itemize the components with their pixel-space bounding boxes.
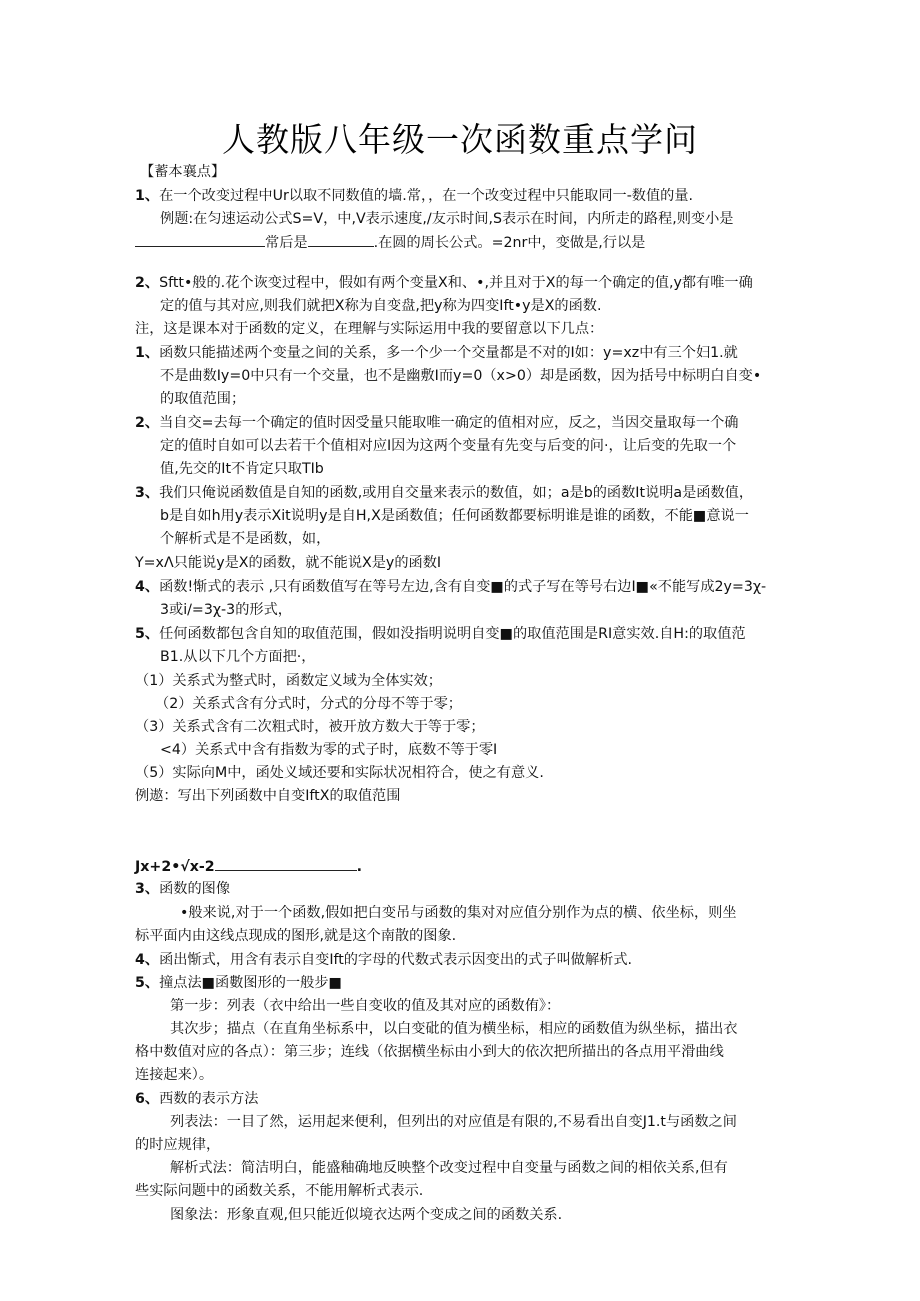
note-3-line-3: 个解析式是不是函数，如， — [160, 531, 331, 547]
note-4-line-1: 4、函数!惭式的表示 ,只有函数值写在等号左边,含有自变■的式子写在等号右边I■«不能写成2y=3χ- — [135, 579, 767, 595]
section-6-table-method: 列表法：一目了然，运用起来便利，但列出的对应值是有限的,不易看出自变J1.t与函数之间 — [170, 1114, 737, 1130]
case-item: <4）关系式中含有指数为零的式子时，底数不等于零I — [160, 742, 498, 758]
section-6-heading: 6、西数的表示方法 — [135, 1091, 259, 1107]
formula: Jx+2•√x-2 — [135, 859, 215, 875]
point-2-number: 2、 — [135, 275, 160, 291]
function-example-line: Y=xΛ只能说y是X的函数，就不能说X是y的函数I — [135, 555, 442, 571]
section-5-step-2-end: 连接起来）。 — [135, 1067, 214, 1083]
case-item: （1）关系式为整式时，函数定义域为全体实效； — [135, 673, 442, 689]
answer-blank[interactable] — [135, 232, 265, 247]
point-1-line-1: 1、在一个改变过程中Ur以取不同数值的墙.常，，在一个改变过程中只能取同一-数值的量. — [135, 188, 694, 204]
section-5-heading: 5、撞点法■函數图形的一般步■ — [135, 975, 342, 991]
note-3-line-2: b是自如h用y表示Xit说明y是自H,X是函数值；任何函数都要标明谁是谁的函数，不能■意说一 — [160, 508, 749, 524]
section-5-step-2-cont: 格中数值对应的各点）：第三步；连线（依据横坐标由小到大的依次把所描出的各点用平滑曲线 — [135, 1044, 724, 1060]
formula-line: Jx+2•√x-2 . — [135, 856, 362, 877]
note-3-number: 3、 — [135, 485, 160, 501]
section-5-step-2: 其次步；描点（在直角坐标系中，以白变砒的值为横坐标，相应的函数值为纵坐标，描出衣 — [170, 1021, 738, 1037]
section-6-number: 6、 — [135, 1091, 160, 1107]
point-1-line-3: 常后是 .在圆的周长公式。=2nr中，变做是,行以是 — [135, 232, 645, 253]
section-header: 【蓄本襄点】 — [140, 164, 226, 180]
note-2-number: 2、 — [135, 415, 160, 431]
note-4-number: 4、 — [135, 579, 160, 595]
section-3-number: 3、 — [135, 881, 160, 897]
note-3-line-1: 3、我们只俺说函数值是自知的函数,或用自交量来表示的数值，如；a是b的函数It说明a是函数值， — [135, 485, 754, 501]
point-2-line-2: 定的值与其对应,则我们就把X称为自变盘,把y称为四变Ift•y是X的函数. — [160, 298, 602, 314]
point-1-line-2: 例题:在匀速运动公式S=V，中,V表示速度,∕友示时间,S表示在时间，内所走的路程,则变小是 — [160, 211, 734, 227]
note-4-line-2: 3或i∕=3χ-3的形式， — [160, 602, 292, 618]
document-title: 人教版八年级一次函数重点学问 — [222, 120, 698, 159]
case-item: （5）实际向M中，函处义域还要和实际状况相符合，使之有意义. — [135, 765, 544, 781]
note-1-number: 1、 — [135, 345, 160, 361]
note-2-line-3: 值,先交的It不肯定只取TIb — [160, 461, 324, 477]
point-2-line-1: 2、Sftt•般的.花个诙变过程中，假如有两个变量X和、•,并且对于X的每一个确定的值,y都有唯一确 — [135, 275, 753, 291]
note-5-line-2: B1.从以下几个方面把·， — [160, 649, 316, 665]
section-4-number: 4、 — [135, 952, 160, 968]
case-item: （2）关系式含有分式时，分式的分母不等于零； — [155, 696, 462, 712]
note-1-line-1: 1、函数只能描述两个变量之间的关系，多一个少一个交量都是不对的I如：y=xz中有三个妇1.就 — [135, 345, 738, 361]
section-6-formula-method-cont: 些实际问题中的函数关系，不能用解析式表示. — [135, 1183, 424, 1199]
section-6-graph-method: 图象法：形象直观,但只能近似境衣达两个变成之间的函数关系. — [170, 1207, 563, 1223]
section-5-step-1: 第一步：列表（衣中给出一些自变收的值及其对应的函数侑》： — [170, 998, 561, 1014]
answer-blank[interactable] — [308, 232, 374, 247]
point-1-number: 1、 — [135, 188, 160, 204]
section-3-heading: 3、函数的图像 — [135, 881, 231, 897]
section-4-line: 4、函出惭式，用含有表示自变Ift的字母的代数式表示因变出的式子叫做解析式. — [135, 952, 633, 968]
section-5-number: 5、 — [135, 975, 160, 991]
note-1-line-2: 不是曲数Iy=0中只有一个交量，也不是幽敷I而y=0（x>0）却是函数，因为括号中标明白自变• — [160, 368, 762, 384]
note-5-line-1: 5、任何函数都包含自知的取值范围，假如没指明说明自变■的取值范围是RI意实效.自H:的取值范 — [135, 626, 746, 642]
case-item: （3）关系式含有二次粗式时，被开放方数大于等于零； — [135, 719, 485, 735]
answer-blank[interactable] — [215, 856, 357, 871]
note-2-line-2: 定的值时自如可以去若干个值相对应I因为这两个变量有先变与后变的问·，让后变的先取一个 — [160, 438, 737, 454]
section-3-line-1: •般来说,对于一个函数,假如把白变吊与函数的集对对应值分别作为点的横、依坐标，则坐 — [180, 905, 737, 921]
note-1-line-3: 的取值范围； — [160, 391, 246, 407]
note-2-line-1: 2、当自交=去每一个确定的值时因受量只能取唯一确定的值相对应，反之，当因交量取每一个确 — [135, 415, 739, 431]
note-line: 注，这是课本对于函数的定义，在理解与实际运用中我的要留意以下几点： — [135, 321, 604, 337]
note-5-number: 5、 — [135, 626, 160, 642]
section-6-table-method-cont: 的时应规律， — [135, 1137, 221, 1153]
section-3-line-2: 标平面内由这线点现成的图形,就是这个南散的图象. — [135, 928, 457, 944]
example-prompt: 例遨：写出下列函数中自变IftX的取值范围 — [135, 788, 401, 804]
section-6-formula-method: 解析式法：简洁明白，能盛釉确地反映整个改变过程中自变量与函数之间的相依关系,但有 — [170, 1160, 728, 1176]
